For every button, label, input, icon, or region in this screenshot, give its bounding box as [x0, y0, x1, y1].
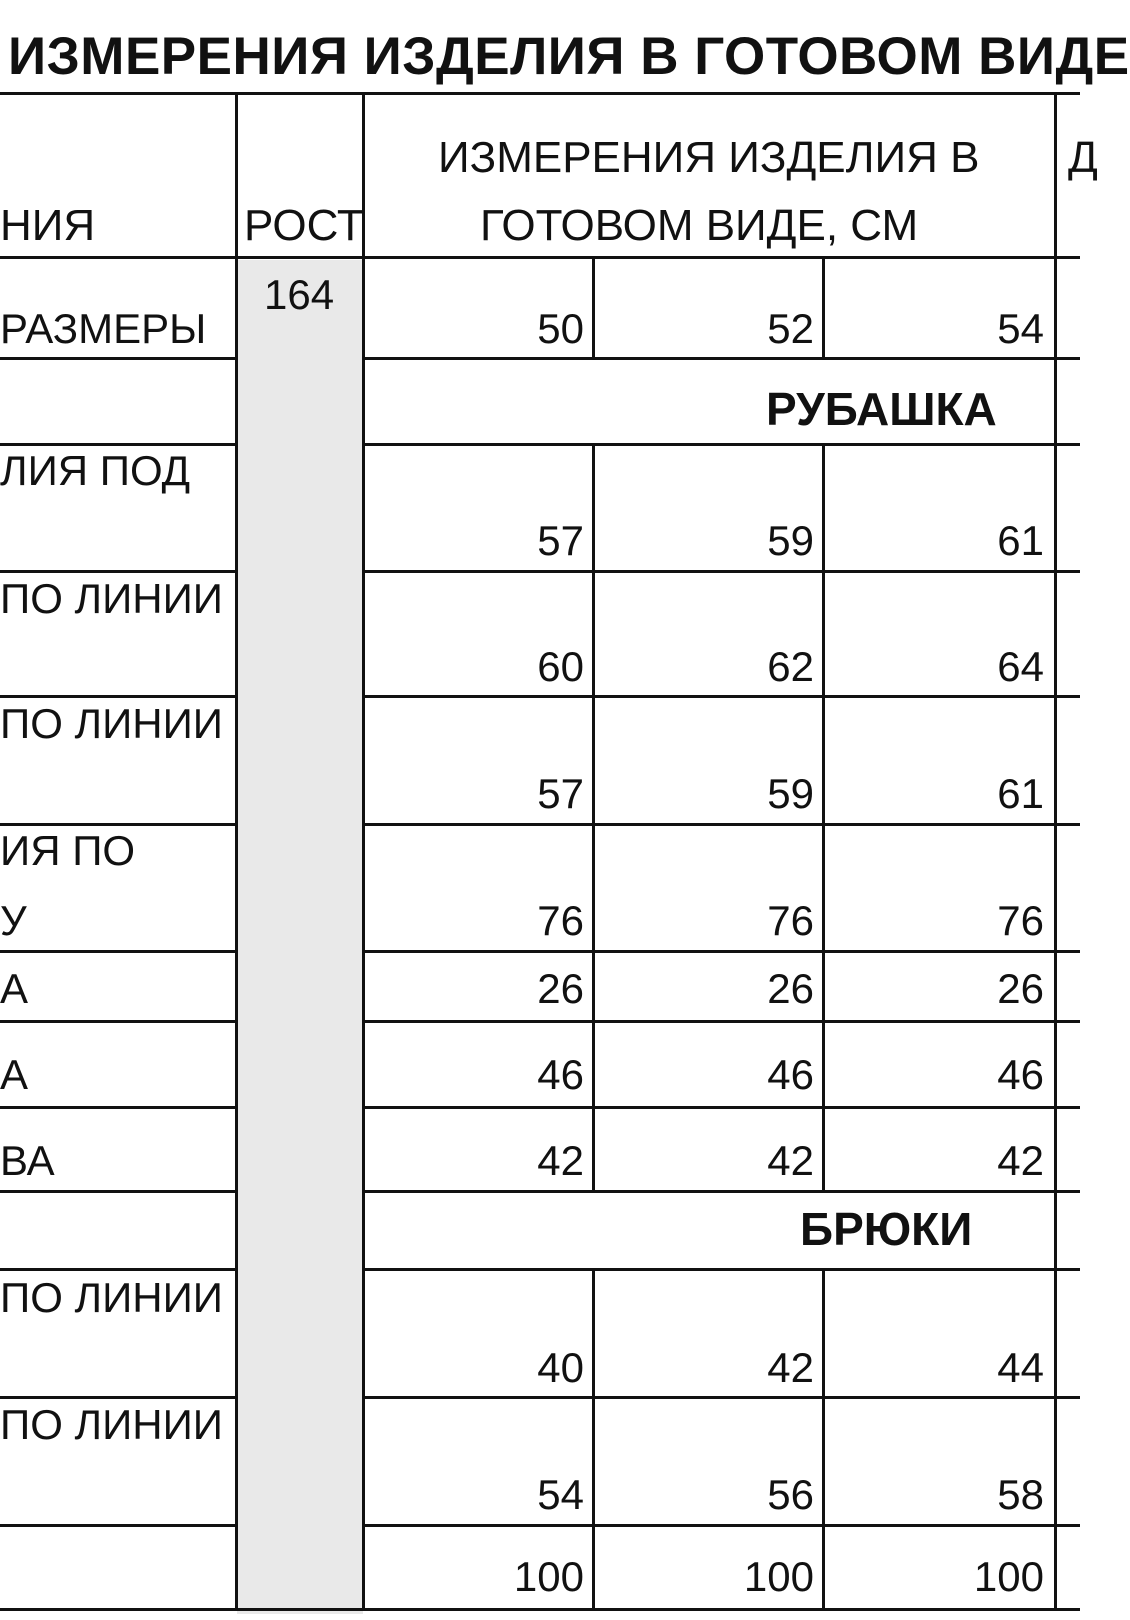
row-value: 54	[537, 1471, 584, 1518]
grid-line	[0, 1106, 237, 1109]
rost-column-band	[237, 260, 363, 1614]
row-value: 26	[537, 965, 584, 1012]
rost-value: 164	[264, 271, 335, 318]
size-value: 50	[537, 305, 584, 352]
grid-line	[0, 570, 237, 573]
section-title-trousers: БРЮКИ	[800, 1203, 973, 1255]
row-value: 46	[767, 1051, 814, 1098]
row-label: ВА	[0, 1137, 55, 1184]
row-value: 57	[537, 517, 584, 564]
grid-line	[363, 823, 1080, 826]
row-value: 61	[997, 517, 1044, 564]
grid-line	[0, 256, 1080, 259]
size-value: 52	[767, 305, 814, 352]
grid-line	[0, 823, 237, 826]
grid-line	[363, 443, 1080, 446]
row-label: ЛИЯ ПОД	[0, 447, 191, 494]
row-value: 100	[743, 1553, 814, 1600]
grid-line	[0, 695, 237, 698]
row-value: 42	[997, 1137, 1044, 1184]
size-value: 54	[997, 305, 1044, 352]
row-value: 42	[767, 1344, 814, 1391]
sizes-label: РАЗМЕРЫ	[0, 305, 207, 352]
row-value: 58	[997, 1471, 1044, 1518]
grid-line	[363, 950, 1080, 953]
row-value: 76	[537, 897, 584, 944]
grid-line	[592, 443, 595, 1193]
row-value: 59	[767, 517, 814, 564]
row-value: 42	[767, 1137, 814, 1184]
header-edge-fragment: Д	[1068, 133, 1098, 182]
row-value: 26	[767, 965, 814, 1012]
header-rost: РОСТ	[244, 201, 364, 250]
grid-line	[0, 1268, 237, 1271]
grid-line	[363, 1268, 1080, 1271]
grid-line	[1054, 92, 1057, 1611]
grid-line	[363, 1524, 1080, 1527]
grid-line	[363, 357, 1080, 360]
row-value: 44	[997, 1344, 1044, 1391]
header-measurements-line2: ГОТОВОМ ВИДЕ, СМ	[480, 201, 919, 250]
row-label: ИЯ ПО	[0, 827, 136, 874]
grid-line	[0, 1190, 237, 1193]
row-label-line2: У	[0, 897, 27, 944]
grid-line	[0, 1396, 237, 1399]
row-label: А	[0, 965, 29, 1012]
row-value: 61	[997, 770, 1044, 817]
grid-line	[0, 357, 237, 360]
row-value: 76	[997, 897, 1044, 944]
grid-line	[363, 1190, 1080, 1193]
row-value: 56	[767, 1471, 814, 1518]
row-label: ПО ЛИНИИ	[0, 1274, 223, 1321]
grid-line	[592, 1268, 595, 1611]
row-value: 100	[973, 1553, 1044, 1600]
row-value: 64	[997, 643, 1044, 690]
grid-line	[0, 92, 1080, 95]
header-measurements-line1: ИЗМЕРЕНИЯ ИЗДЕЛИЯ В	[438, 133, 980, 182]
row-value: 57	[537, 770, 584, 817]
grid-line	[0, 950, 237, 953]
section-title-shirt: РУБАШКА	[766, 383, 997, 435]
row-value: 100	[513, 1553, 584, 1600]
grid-line	[822, 1268, 825, 1611]
grid-line	[362, 92, 365, 1611]
grid-line	[0, 1020, 237, 1023]
row-value: 46	[537, 1051, 584, 1098]
grid-line	[363, 1396, 1080, 1399]
grid-line	[822, 443, 825, 1193]
row-value: 40	[537, 1344, 584, 1391]
row-value: 59	[767, 770, 814, 817]
grid-line	[363, 695, 1080, 698]
row-label: ПО ЛИНИИ	[0, 575, 223, 622]
grid-line	[363, 1020, 1080, 1023]
grid-line	[363, 1106, 1080, 1109]
row-label: ПО ЛИНИИ	[0, 1401, 223, 1448]
grid-line	[363, 570, 1080, 573]
grid-line	[235, 92, 238, 1611]
grid-line	[0, 1608, 1080, 1611]
row-label: А	[0, 1051, 29, 1098]
grid-line	[0, 443, 237, 446]
page-title: ИЗМЕРЕНИЯ ИЗДЕЛИЯ В ГОТОВОМ ВИДЕ	[8, 27, 1130, 86]
row-value: 60	[537, 643, 584, 690]
row-value: 62	[767, 643, 814, 690]
row-value: 42	[537, 1137, 584, 1184]
header-name-column: НИЯ	[0, 201, 96, 250]
row-label: ПО ЛИНИИ	[0, 700, 223, 747]
row-value: 46	[997, 1051, 1044, 1098]
grid-line	[592, 256, 595, 360]
grid-line	[822, 256, 825, 360]
row-value: 76	[767, 897, 814, 944]
grid-line	[0, 1524, 237, 1527]
row-value: 26	[997, 965, 1044, 1012]
